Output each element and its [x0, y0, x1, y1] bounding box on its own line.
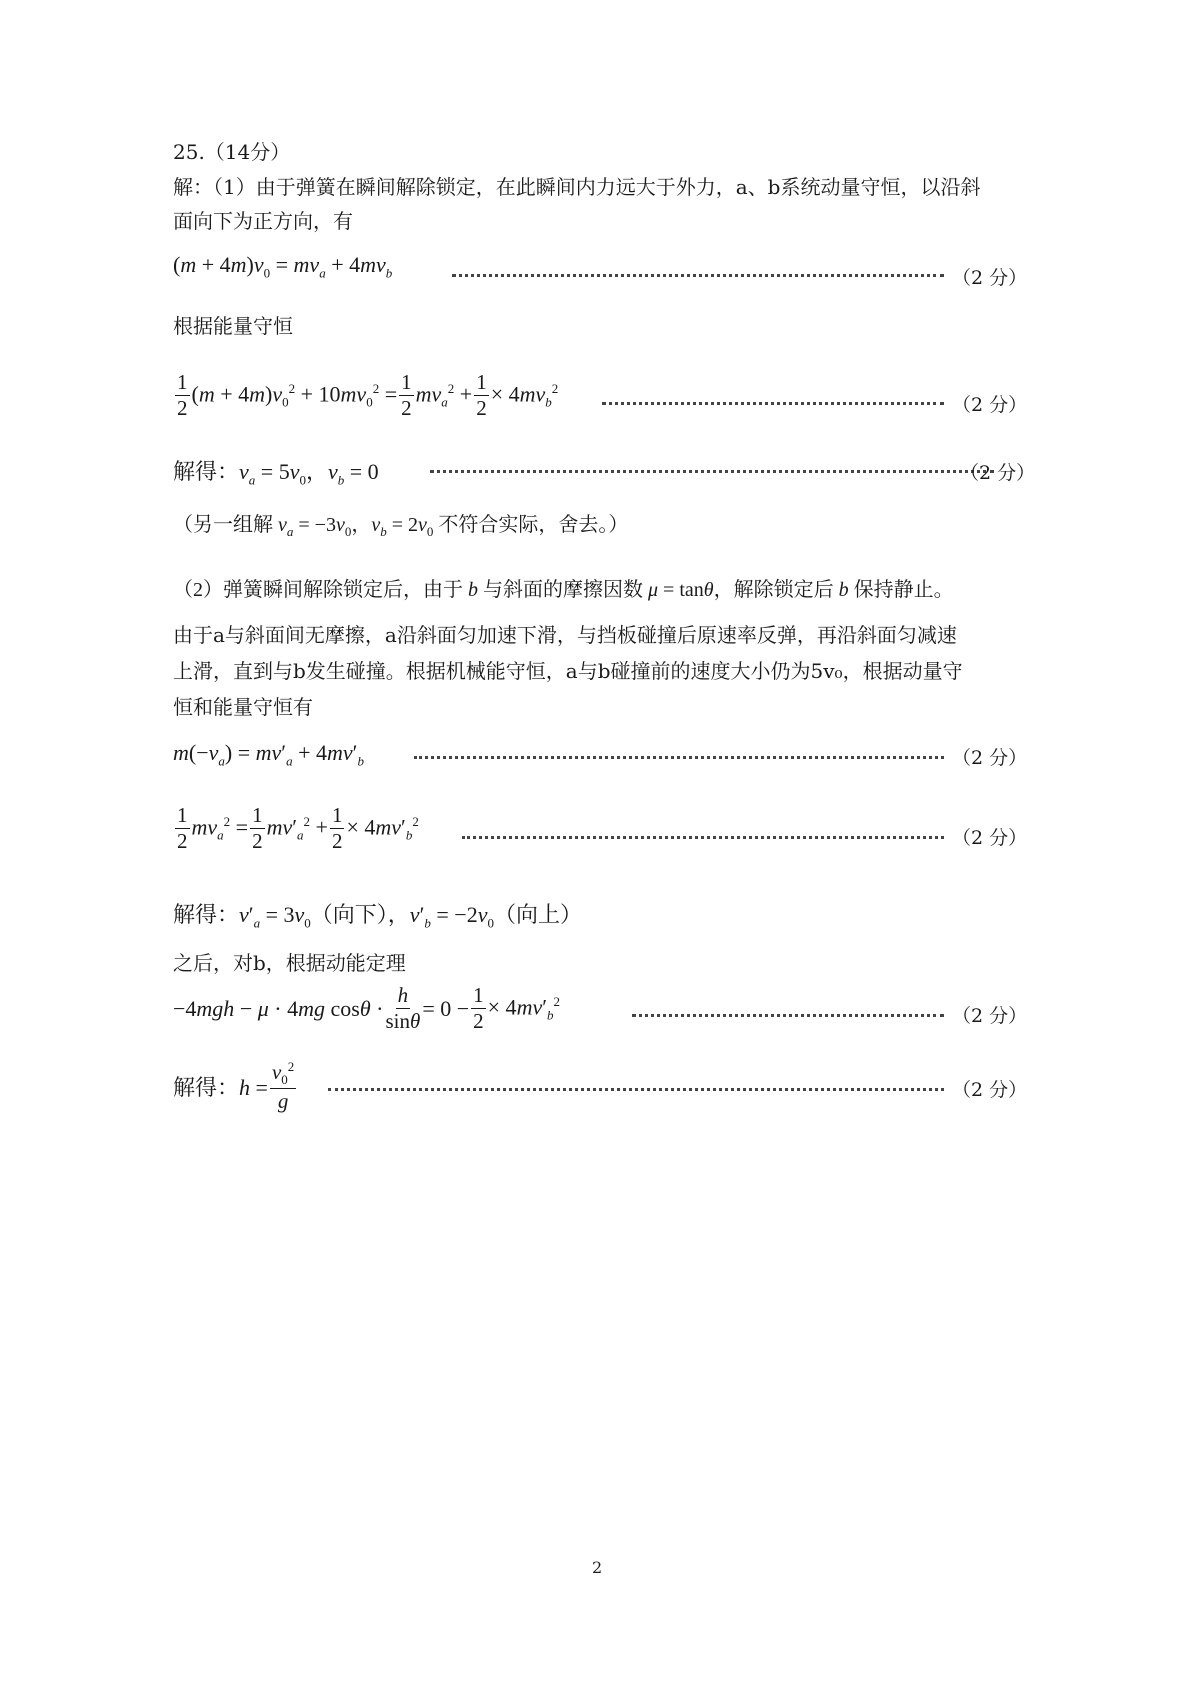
problem-header: 25.（14分） — [173, 140, 291, 164]
equation-4: $m(-v_a) = mv'_a + 4mv'_b$ — [173, 740, 364, 769]
score-label: （2 分） — [952, 827, 1028, 849]
score-label: （2 分） — [952, 267, 1028, 289]
equation-1 — [173, 252, 392, 281]
alt-solution-note: （另一组解 $v_a = -3v_0$，$v_b = 2v_0$ 不符合实际，舍去。） — [173, 514, 629, 539]
score-label: （2 分） — [952, 1079, 1028, 1101]
page-number: 2 — [592, 1558, 603, 1577]
leader-dots — [452, 274, 944, 277]
leader-dots — [462, 836, 944, 839]
paragraph-5a: 由于a与斜面间无摩擦，a沿斜面匀加速下滑，与挡板碰撞后原速率反弹，再沿斜面匀减速 — [173, 623, 957, 647]
equation-2: $\frac{1}{2}$ $(m + 4m)v_0^2 + 10mv_0^2$ = $\frac{1}{2}$ $mv_a^2$ + $\frac{1}{2}$ × $4mv_b^2$ — [177, 370, 559, 420]
paragraph-1-cont: 面向下为正方向，有 — [173, 209, 353, 233]
score-label: （2 分） — [960, 462, 1036, 484]
equation-7: −4mgh − μ · 4mg cosθ · $\frac{h}{\sin\theta}$ = 0 − $\frac{1}{2}$ × $4mv'_b^2$ — [173, 983, 561, 1033]
equation-5: $\frac{1}{2}$ $mv_a^2$ = $\frac{1}{2}$ $mv'_a^2$ + $\frac{1}{2}$ × $4mv'_b^2$ — [177, 803, 419, 853]
equation-6: 解得：$v'_a = 3v_0$（向下），$v'_b = -2v_0$（向上） — [173, 902, 582, 931]
leader-dots — [414, 756, 944, 759]
score-label: （2 分） — [952, 394, 1028, 416]
paragraph-5c: 恒和能量守恒有 — [173, 695, 313, 719]
fraction: $\frac{1}{2}$ — [473, 983, 484, 1033]
equation-1-text: $(m + 4m)v_0 = mv_a + 4mv_b$ — [173, 252, 393, 281]
paragraph-5b: 上滑，直到与b发生碰撞。根据机械能守恒，a与b碰撞前的速度大小仍为5v₀，根据动量守 — [173, 659, 963, 683]
fraction: $\frac{1}{2}$ — [177, 370, 188, 420]
fraction: $\frac{v_0^2}{g}$ — [271, 1059, 295, 1114]
paragraph-4: （2）弹簧瞬间解除锁定后，由于 b 与斜面的摩擦因数 μ = tanθ，解除锁定后 b 保持静止。 — [173, 579, 954, 601]
fraction: $\frac{1}{2}$ — [401, 370, 412, 420]
fraction: $\frac{1}{2}$ — [476, 370, 487, 420]
score-label: （2 分） — [952, 1005, 1028, 1027]
fraction: $\frac{1}{2}$ — [177, 803, 188, 853]
fraction: $\frac{h}{\sin\theta}$ — [385, 983, 421, 1033]
leader-dots — [632, 1014, 944, 1017]
leader-dots — [430, 470, 994, 473]
fraction: $\frac{1}{2}$ — [252, 803, 263, 853]
leader-dots — [328, 1088, 944, 1091]
equation-8: 解得：h = $\frac{v_0^2}{g}$ — [173, 1059, 295, 1114]
equation-3: 解得：$v_a = 5v_0$，$v_b = 0$ — [173, 459, 379, 488]
paragraph-1: 解：（1）由于弹簧在瞬间解除锁定，在此瞬间内力远大于外力，a、b系统动量守恒，以沿斜 — [173, 175, 981, 199]
paragraph-6: 之后，对b，根据动能定理 — [173, 951, 406, 975]
leader-dots — [602, 402, 944, 405]
paragraph-2: 根据能量守恒 — [173, 314, 293, 338]
fraction: $\frac{1}{2}$ — [331, 803, 343, 853]
score-label: （2 分） — [952, 747, 1028, 769]
